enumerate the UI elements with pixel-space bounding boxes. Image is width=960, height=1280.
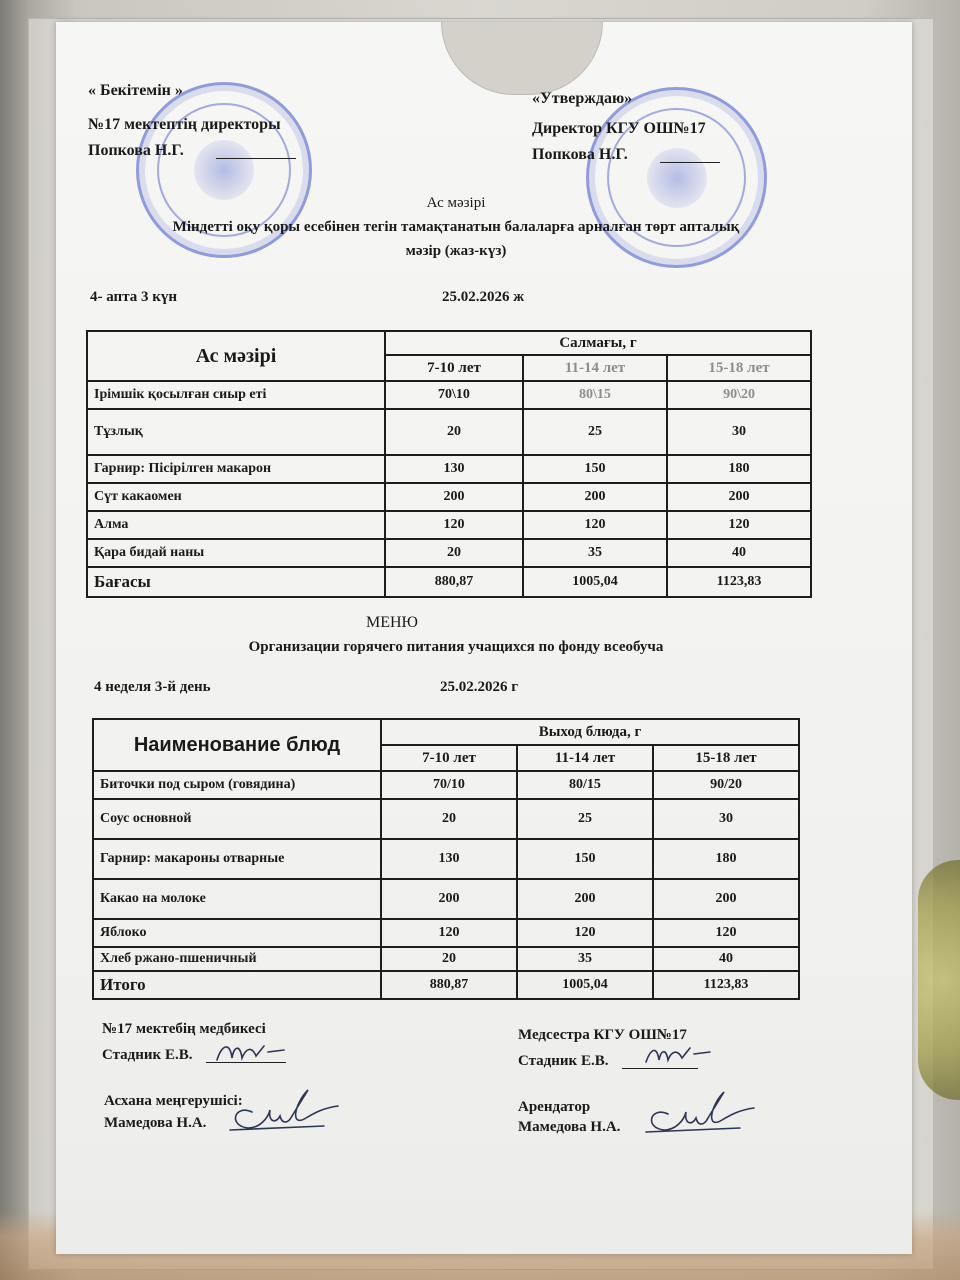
portion-value: 120 bbox=[517, 919, 653, 947]
portion-value: 120 bbox=[385, 511, 523, 539]
right-nurse-title: Медсестра КГУ ОШ№17 bbox=[518, 1027, 687, 1043]
table-row bbox=[93, 839, 799, 879]
dish-name: Алма bbox=[87, 511, 385, 539]
portion-value: 200 bbox=[667, 483, 811, 511]
table-row bbox=[93, 879, 799, 919]
table-row bbox=[87, 409, 811, 455]
total-value: 880,87 bbox=[385, 567, 523, 597]
portion-value: 80/15 bbox=[517, 771, 653, 799]
total-value: 1005,04 bbox=[517, 971, 653, 999]
dish-name: Яблоко bbox=[93, 919, 381, 947]
portion-value: 130 bbox=[381, 839, 517, 879]
portion-value: 40 bbox=[653, 947, 799, 971]
portion-value: 200 bbox=[381, 879, 517, 919]
kz-week-day: 4- апта 3 күн bbox=[90, 289, 178, 305]
total-value: 1123,83 bbox=[667, 567, 811, 597]
dish-name: Гарнир: макароны отварные bbox=[93, 839, 381, 879]
kz-age-col: 11-14 лет bbox=[523, 355, 667, 381]
dish-name: Сүт какаомен bbox=[87, 483, 385, 511]
portion-value: 180 bbox=[653, 839, 799, 879]
right-director-title: Директор КГУ ОШ№17 bbox=[532, 120, 706, 137]
background-fruit bbox=[918, 860, 960, 1100]
kz-age-col: 7-10 лет bbox=[385, 355, 523, 381]
portion-value: 35 bbox=[517, 947, 653, 971]
portion-value: 20 bbox=[385, 539, 523, 567]
portion-value: 120 bbox=[523, 511, 667, 539]
kz-date: 25.02.2026 ж bbox=[442, 289, 525, 305]
ru-header-dish: Наименование блюд bbox=[93, 719, 381, 771]
right-signature-line bbox=[660, 162, 720, 163]
table-row bbox=[93, 799, 799, 839]
portion-value: 130 bbox=[385, 455, 523, 483]
left-nurse-title: №17 мектебің медбикесі bbox=[102, 1021, 266, 1037]
total-value: 1005,04 bbox=[523, 567, 667, 597]
portion-value: 150 bbox=[517, 839, 653, 879]
ru-age-col: 15-18 лет bbox=[653, 745, 799, 771]
portion-value: 90/20 bbox=[653, 771, 799, 799]
dish-name: Биточки под сыром (говядина) bbox=[93, 771, 381, 799]
kz-header-weight: Салмағы, г bbox=[385, 331, 811, 355]
portion-value: 120 bbox=[381, 919, 517, 947]
total-value: 880,87 bbox=[381, 971, 517, 999]
ru-date: 25.02.2026 г bbox=[440, 679, 519, 695]
total-value: 1123,83 bbox=[653, 971, 799, 999]
table-row bbox=[87, 381, 811, 409]
sleeve-notch bbox=[441, 22, 603, 95]
ru-age-col: 11-14 лет bbox=[517, 745, 653, 771]
total-label: Итого bbox=[93, 971, 381, 999]
portion-value: 70\10 bbox=[385, 381, 523, 409]
portion-value: 30 bbox=[667, 409, 811, 455]
table-row bbox=[87, 539, 811, 567]
dish-name: Хлеб ржано-пшеничный bbox=[93, 947, 381, 971]
left-director-name: Попкова Н.Г. bbox=[88, 142, 184, 159]
menu-document bbox=[56, 22, 912, 1254]
ru-menu-subtitle: Организации горячего питания учащихся по фонду всеобуча bbox=[248, 639, 664, 655]
left-canteen-title: Асхана меңгерушісі: bbox=[104, 1093, 243, 1109]
right-canteen-name: Мамедова Н.А. bbox=[518, 1119, 621, 1135]
portion-value: 180 bbox=[667, 455, 811, 483]
left-approve-label: « Бекітемін » bbox=[88, 82, 183, 99]
table-row bbox=[87, 483, 811, 511]
left-signature-line bbox=[216, 158, 296, 159]
portion-value: 20 bbox=[381, 799, 517, 839]
right-nurse-name: Стадник Е.В. bbox=[518, 1053, 609, 1069]
table-row bbox=[87, 511, 811, 539]
dish-name: Соус основной bbox=[93, 799, 381, 839]
right-director-name: Попкова Н.Г. bbox=[532, 146, 628, 163]
right-approve-label: «Утверждаю» bbox=[532, 90, 633, 107]
portion-value: 200 bbox=[385, 483, 523, 511]
portion-value: 40 bbox=[667, 539, 811, 567]
ru-header-yield: Выход блюда, г bbox=[381, 719, 799, 745]
portion-value: 200 bbox=[653, 879, 799, 919]
kz-header-dish: Ас мәзірі bbox=[87, 331, 385, 381]
ru-age-col: 7-10 лет bbox=[381, 745, 517, 771]
portion-value: 80\15 bbox=[523, 381, 667, 409]
left-nurse-name: Стадник Е.В. bbox=[102, 1047, 193, 1063]
dish-name: Қара бидай наны bbox=[87, 539, 385, 567]
portion-value: 200 bbox=[517, 879, 653, 919]
left-director-title: №17 мектептің директоры bbox=[88, 116, 281, 133]
table-row bbox=[93, 771, 799, 799]
table-row bbox=[87, 455, 811, 483]
left-nurse-signature bbox=[212, 1034, 302, 1073]
dish-name: Ірімшік қосылған сиыр еті bbox=[87, 381, 385, 409]
portion-value: 90\20 bbox=[667, 381, 811, 409]
portion-value: 20 bbox=[381, 947, 517, 971]
portion-value: 35 bbox=[523, 539, 667, 567]
portion-value: 20 bbox=[385, 409, 523, 455]
kz-age-col: 15-18 лет bbox=[667, 355, 811, 381]
dish-name: Тұзлық bbox=[87, 409, 385, 455]
left-canteen-signature bbox=[224, 1082, 344, 1143]
portion-value: 30 bbox=[653, 799, 799, 839]
kz-menu-title: Ас мәзірі bbox=[426, 195, 486, 211]
portion-value: 150 bbox=[523, 455, 667, 483]
portion-value: 70/10 bbox=[381, 771, 517, 799]
ru-menu-table bbox=[92, 718, 800, 1000]
right-canteen-title: Арендатор bbox=[518, 1099, 591, 1115]
table-row bbox=[93, 947, 799, 971]
dish-name: Какао на молоке bbox=[93, 879, 381, 919]
total-label: Бағасы bbox=[87, 567, 385, 597]
portion-value: 120 bbox=[667, 511, 811, 539]
portion-value: 120 bbox=[653, 919, 799, 947]
total-row bbox=[87, 567, 811, 597]
total-row bbox=[93, 971, 799, 999]
kz-menu-table bbox=[86, 330, 812, 598]
kz-menu-subtitle-2: мәзір (жаз-күз) bbox=[405, 243, 507, 259]
right-canteen-signature bbox=[640, 1084, 760, 1145]
left-canteen-name: Мамедова Н.А. bbox=[104, 1115, 207, 1131]
portion-value: 25 bbox=[523, 409, 667, 455]
ru-week-day: 4 неделя 3-й день bbox=[94, 679, 211, 695]
table-row bbox=[93, 919, 799, 947]
dish-name: Гарнир: Пісірілген макарон bbox=[87, 455, 385, 483]
portion-value: 25 bbox=[517, 799, 653, 839]
ru-menu-title: МЕНЮ bbox=[366, 614, 418, 631]
portion-value: 200 bbox=[523, 483, 667, 511]
kz-menu-subtitle-1: Міндетті оқу қоры есебінен тегін тамақтанатын балаларға арналған төрт апталық bbox=[172, 219, 740, 235]
right-nurse-signature bbox=[642, 1038, 722, 1075]
official-stamp-right bbox=[586, 87, 767, 268]
